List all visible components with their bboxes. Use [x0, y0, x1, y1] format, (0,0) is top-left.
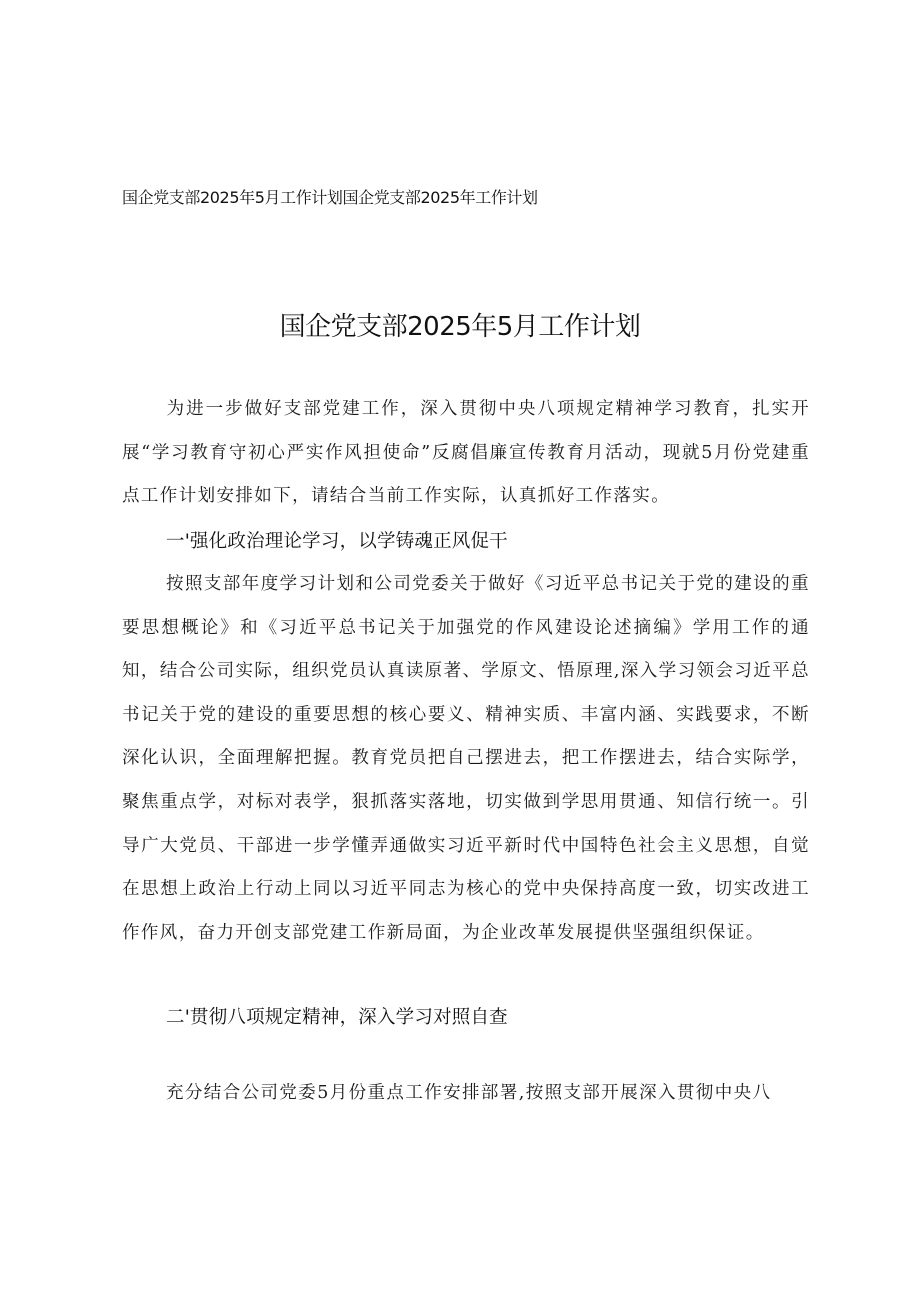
document-title: 国企党支部2025年5月工作计划 [279, 312, 641, 342]
section-2-paragraph [122, 1072, 810, 1116]
intro-paragraph-text: 为进一步做好支部党建工作，深入贯彻中央八项规定精神学习教育，扎实开展“学习教育守初心严实作风担使命”反腐倡廉宣传教育月活动，现就5月份党建重点工作计划安排如下，请结合当前工作实际，认真抓好工作落实。 [122, 399, 810, 507]
intro-paragraph [122, 388, 810, 519]
section-2-paragraph-text: 充分结合公司党委5月份重点工作安排部署,按照支部开展深入贯彻中央八 [166, 1083, 772, 1103]
document-header: 国企党支部2025年5月工作计划国企党支部2025年工作计划 [122, 188, 538, 207]
section-1-paragraph [122, 563, 810, 955]
section-heading-2: 二'贯彻八项规定精神，深入学习对照自查 [166, 1007, 508, 1028]
section-1-paragraph-text: 按照支部年度学习计划和公司党委关于做好《习近平总书记关于党的建设的重要思想概论》和《习近平总书记关于加强党的作风建设论述摘编》学用工作的通知，结合公司实际，组织党员认真读原著、学原文、悟原理,深入学习领会习近平总书记关于党的建设的重要思想的核心要义、精神实质、丰富内涵、实践要求，不断深化认识，全面理解把握。教育党员把自己摆进去，把工作摆进去，结合实际学，聚焦重点学，对标对表学，狠抓落实落地，切实做到学思用贯通、知信行统一。引导广大党员、干部进一步学懂弄通做实习近平新时代中国特色社会主义思想，自觉在思想上政治上行动上同以习近平同志为核心的党中央保持高度一致，切实改进工作作风，奋力开创支部党建工作新局面，为企业改革发展提供坚强组织保证。 [122, 574, 810, 943]
section-heading-1: 一'强化政治理论学习，以学铸魂正风促干 [166, 531, 508, 552]
